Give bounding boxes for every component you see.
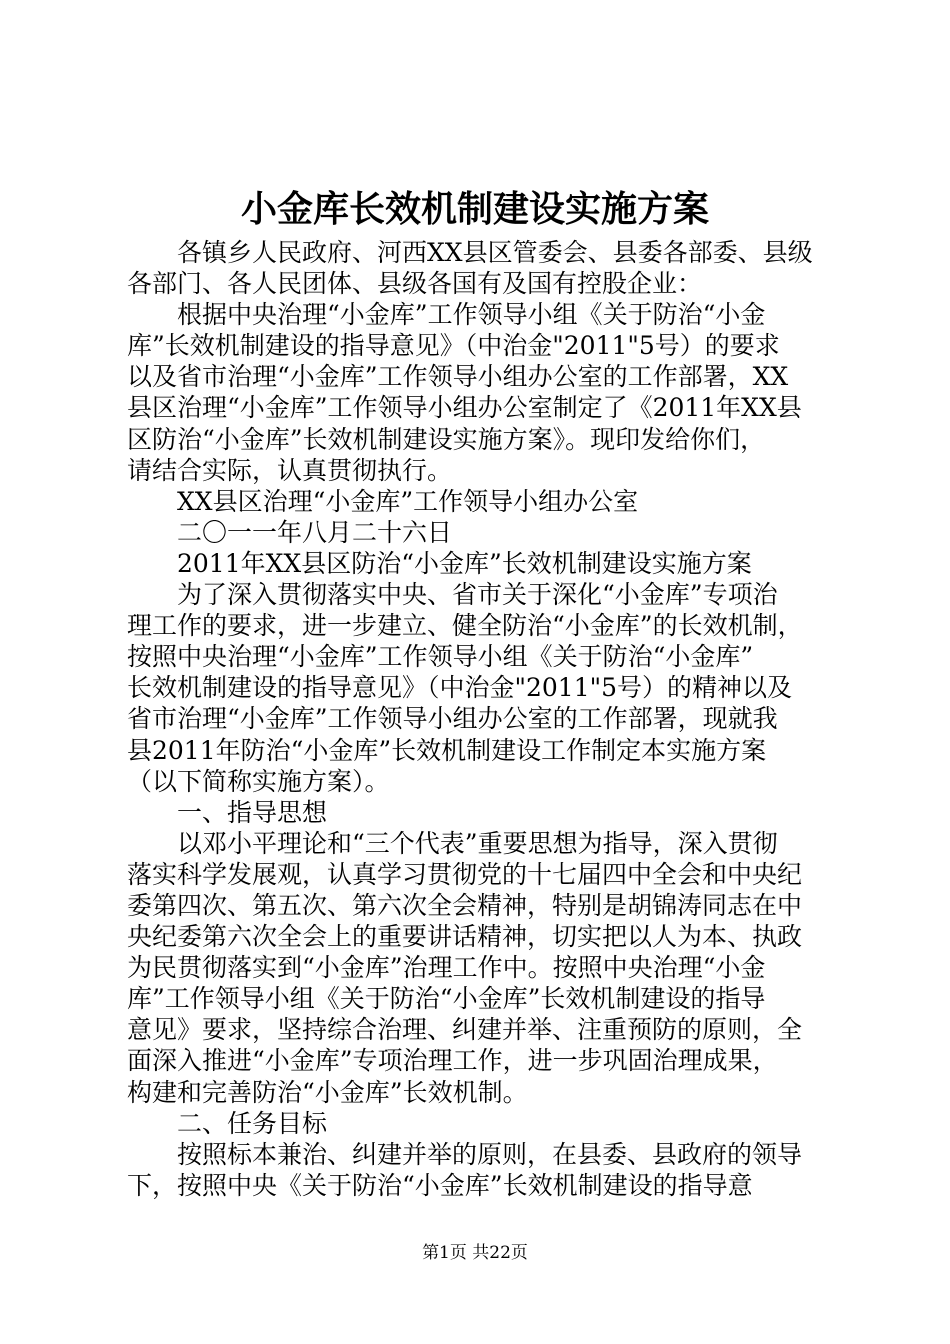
body-line: XX县区治理“小金库”工作领导小组办公室: [127, 486, 639, 516]
body-line: 县2011年防治“小金库”长效机制建设工作制定本实施方案: [127, 735, 767, 765]
body-line: 为民贯彻落实到“小金库”治理工作中。按照中央治理“小金: [127, 953, 766, 983]
body-line: 为了深入贯彻落实中央、省市关于深化“小金库”专项治: [127, 580, 778, 610]
body-line: 省市治理“小金库”工作领导小组办公室的工作部署，现就我: [127, 704, 778, 734]
body-line: 库”长效机制建设的指导意见》（中治金"2011"5号）的要求: [127, 331, 780, 361]
body-line: 构建和完善防治“小金库”长效机制。: [127, 1077, 528, 1107]
body-line: 长效机制建设的指导意见》（中治金"2011"5号）的精神以及: [127, 673, 793, 703]
document-body: [127, 237, 827, 1201]
body-line: 库”工作领导小组《关于防治“小金库”长效机制建设的指导: [127, 984, 766, 1014]
body-line: 以及省市治理“小金库”工作领导小组办公室的工作部署，XX: [127, 362, 789, 392]
body-line: 委第四次、第五次、第六次全会精神，特别是胡锦涛同志在中: [127, 890, 803, 920]
page-footer: 第1页 共22页: [422, 1243, 528, 1263]
body-line: 各镇乡人民政府、河西XX县区管委会、县委各部委、县级: [127, 238, 813, 267]
body-line: 请结合实际，认真贯彻执行。: [127, 455, 453, 485]
body-line: 县区治理“小金库”工作领导小组办公室制定了《2011年XX县: [127, 393, 802, 423]
body-line: （以下简称实施方案）。: [127, 766, 390, 796]
body-line: 意见》要求，坚持综合治理、纠建并举、注重预防的原则，全: [127, 1015, 803, 1045]
body-line: 一、指导思想: [127, 797, 328, 827]
body-line: 按照中央治理“小金库”工作领导小组《关于防治“小金库”: [127, 642, 754, 672]
body-line: 央纪委第六次全会上的重要讲话精神，切实把以人为本、执政: [127, 922, 803, 952]
body-line: 区防治“小金库”长效机制建设实施方案》。现印发给你们，: [127, 424, 766, 454]
document-title: 小金库长效机制建设实施方案: [240, 188, 709, 230]
body-line: 二、任务目标: [127, 1108, 328, 1138]
body-line: 下，按照中央《关于防治“小金库”长效机制建设的指导意: [127, 1170, 753, 1200]
body-line: 2011年XX县区防治“小金库”长效机制建设实施方案: [127, 548, 752, 578]
body-line: 面深入推进“小金库”专项治理工作，进一步巩固治理成果，: [127, 1046, 778, 1076]
body-line: 以邓小平理论和“三个代表”重要思想为指导，深入贯彻: [127, 828, 778, 858]
body-line: 按照标本兼治、纠建并举的原则，在县委、县政府的领导: [127, 1139, 803, 1169]
body-line: 理工作的要求，进一步建立、健全防治“小金库”的长效机制，: [127, 611, 803, 641]
body-line: 根据中央治理“小金库”工作领导小组《关于防治“小金: [127, 300, 766, 330]
body-line: 各部门、各人民团体、县级各国有及国有控股企业：: [127, 269, 703, 299]
body-line: 落实科学发展观，认真学习贯彻党的十七届四中全会和中央纪: [127, 859, 803, 889]
body-line: 二〇一一年八月二十六日: [127, 517, 453, 547]
